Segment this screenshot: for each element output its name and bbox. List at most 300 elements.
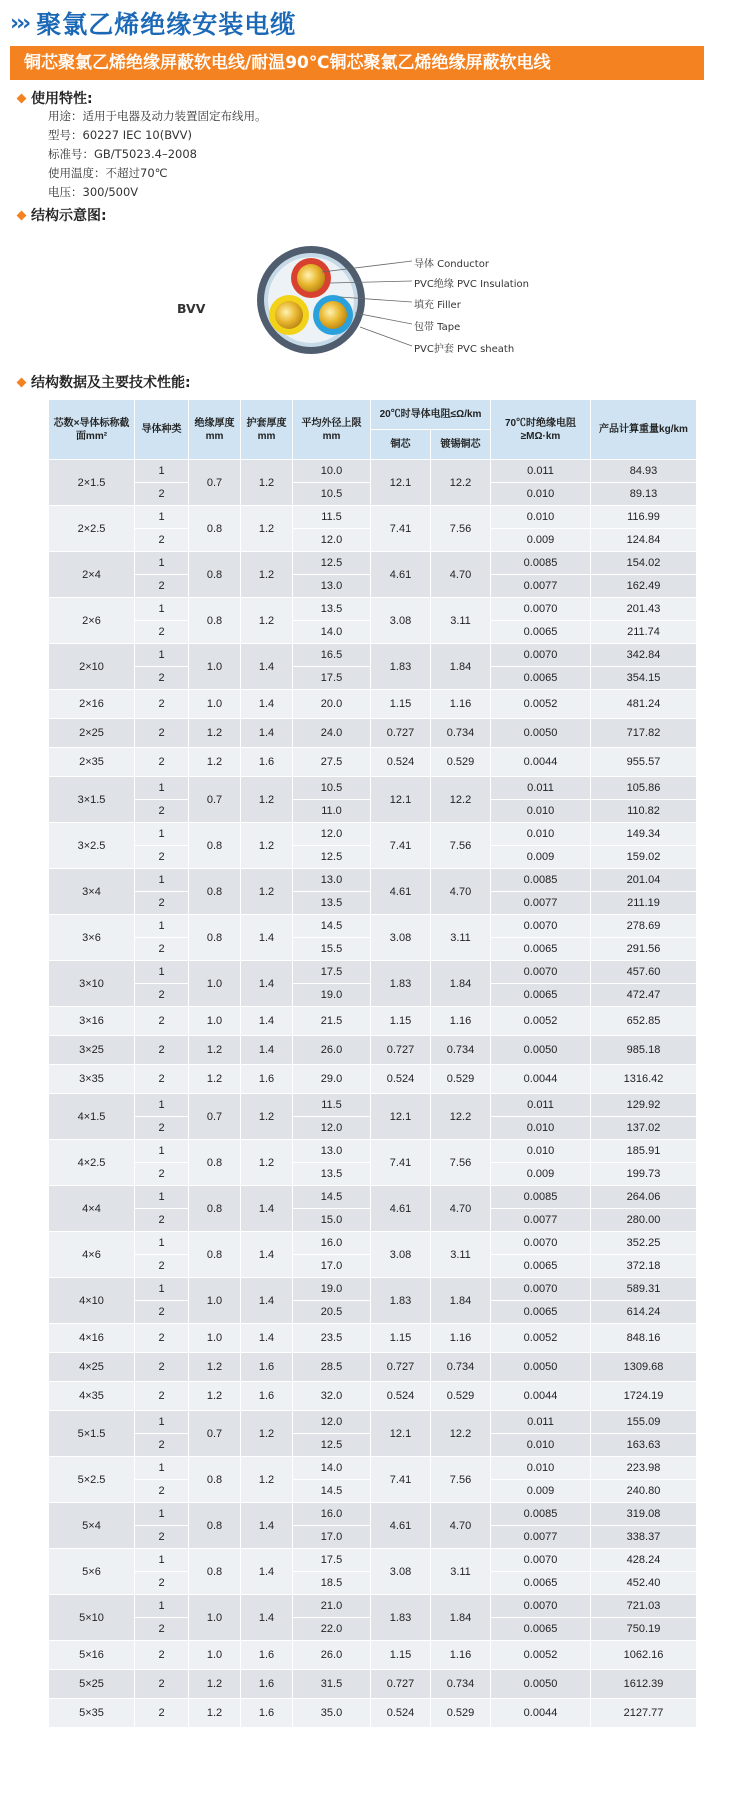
cell-weight: 985.18 — [591, 1036, 697, 1065]
cell-spec: 3×4 — [49, 869, 135, 915]
cell-tinned-resistance: 3.11 — [431, 1232, 491, 1278]
cell-sheath: 1.2 — [241, 1140, 293, 1186]
cell-weight: 354.15 — [591, 667, 697, 690]
cell-insulation-resistance: 0.0044 — [491, 1065, 591, 1094]
cell-copper-resistance: 4.61 — [371, 552, 431, 598]
cell-insulation: 0.8 — [189, 1549, 241, 1595]
cell-outer-diameter: 26.0 — [293, 1641, 371, 1670]
cell-insulation: 1.2 — [189, 1670, 241, 1699]
cell-weight: 1062.16 — [591, 1641, 697, 1670]
cell-conductor-type: 2 — [135, 1163, 189, 1186]
cell-sheath: 1.2 — [241, 777, 293, 823]
cell-weight: 116.99 — [591, 506, 697, 529]
table-row — [49, 1503, 697, 1526]
cell-tinned-resistance: 4.70 — [431, 869, 491, 915]
cell-insulation-resistance: 0.010 — [491, 1457, 591, 1480]
cell-sheath: 1.4 — [241, 1007, 293, 1036]
cell-spec: 5×1.5 — [49, 1411, 135, 1457]
header-copper: 铜芯 — [371, 430, 431, 460]
cell-insulation: 0.8 — [189, 1140, 241, 1186]
cable-spec-table — [48, 399, 697, 1728]
cell-copper-resistance: 0.524 — [371, 1699, 431, 1728]
cell-outer-diameter: 27.5 — [293, 748, 371, 777]
cell-copper-resistance: 4.61 — [371, 869, 431, 915]
cell-tinned-resistance: 0.529 — [431, 748, 491, 777]
cell-insulation-resistance: 0.0044 — [491, 1382, 591, 1411]
cell-conductor-type: 1 — [135, 915, 189, 938]
header-weight: 产品计算重量kg/km — [591, 400, 697, 460]
cell-outer-diameter: 24.0 — [293, 719, 371, 748]
table-row — [49, 777, 697, 800]
cell-conductor-type: 1 — [135, 1411, 189, 1434]
table-row — [49, 1549, 697, 1572]
structure-section-heading — [18, 205, 107, 225]
cell-insulation-resistance: 0.009 — [491, 846, 591, 869]
cell-weight: 264.06 — [591, 1186, 697, 1209]
cell-outer-diameter: 11.0 — [293, 800, 371, 823]
cell-conductor-type: 2 — [135, 719, 189, 748]
cell-insulation: 1.0 — [189, 644, 241, 690]
cell-weight: 291.56 — [591, 938, 697, 961]
table-row — [49, 961, 697, 984]
cell-conductor-type: 2 — [135, 621, 189, 644]
cell-outer-diameter: 10.5 — [293, 777, 371, 800]
table-row — [49, 644, 697, 667]
cell-outer-diameter: 15.0 — [293, 1209, 371, 1232]
diamond-bullet-icon — [17, 93, 27, 103]
cell-conductor-type: 2 — [135, 1526, 189, 1549]
cell-copper-resistance: 1.83 — [371, 1278, 431, 1324]
cell-insulation: 1.2 — [189, 719, 241, 748]
table-row — [49, 598, 697, 621]
table-row — [49, 460, 697, 483]
cell-insulation: 0.7 — [189, 1094, 241, 1140]
cell-insulation-resistance: 0.0085 — [491, 552, 591, 575]
table-row — [49, 1065, 697, 1094]
cell-insulation-resistance: 0.0070 — [491, 915, 591, 938]
header-insulation-resistance: 70℃时绝缘电阻≥MΩ·km — [491, 400, 591, 460]
cell-insulation-resistance: 0.0065 — [491, 984, 591, 1007]
header-insulation: 绝缘厚度mm — [189, 400, 241, 460]
cell-insulation-resistance: 0.0070 — [491, 961, 591, 984]
structure-section-title: 结构示意图: — [31, 208, 107, 224]
cell-sheath: 1.4 — [241, 1232, 293, 1278]
cell-outer-diameter: 28.5 — [293, 1353, 371, 1382]
cell-outer-diameter: 13.0 — [293, 575, 371, 598]
cell-weight: 372.18 — [591, 1255, 697, 1278]
table-row — [49, 1641, 697, 1670]
header-tinned-copper: 镀锡铜芯 — [431, 430, 491, 460]
cell-sheath: 1.6 — [241, 1699, 293, 1728]
cell-weight: 84.93 — [591, 460, 697, 483]
cell-outer-diameter: 12.5 — [293, 1434, 371, 1457]
cell-insulation: 0.8 — [189, 869, 241, 915]
cell-sheath: 1.4 — [241, 1549, 293, 1595]
cell-copper-resistance: 1.83 — [371, 644, 431, 690]
cell-outer-diameter: 22.0 — [293, 1618, 371, 1641]
cell-spec: 4×6 — [49, 1232, 135, 1278]
cell-conductor-type: 1 — [135, 598, 189, 621]
cell-copper-resistance: 3.08 — [371, 1232, 431, 1278]
cell-spec: 3×2.5 — [49, 823, 135, 869]
cell-tinned-resistance: 3.11 — [431, 915, 491, 961]
cell-sheath: 1.2 — [241, 552, 293, 598]
cell-conductor-type: 2 — [135, 1641, 189, 1670]
cell-sheath: 1.2 — [241, 598, 293, 644]
cell-tinned-resistance: 0.734 — [431, 1036, 491, 1065]
cell-weight: 154.02 — [591, 552, 697, 575]
cell-conductor-type: 2 — [135, 575, 189, 598]
cell-weight: 280.00 — [591, 1209, 697, 1232]
cell-spec: 5×25 — [49, 1670, 135, 1699]
cell-tinned-resistance: 7.56 — [431, 506, 491, 552]
cell-conductor-type: 2 — [135, 1036, 189, 1065]
cell-weight: 137.02 — [591, 1117, 697, 1140]
cell-insulation: 0.7 — [189, 1411, 241, 1457]
cell-weight: 472.47 — [591, 984, 697, 1007]
cell-copper-resistance: 0.727 — [371, 719, 431, 748]
cell-insulation: 1.2 — [189, 1353, 241, 1382]
cell-insulation-resistance: 0.0065 — [491, 621, 591, 644]
cell-insulation: 1.2 — [189, 1065, 241, 1094]
cell-outer-diameter: 13.5 — [293, 1163, 371, 1186]
cell-spec: 2×35 — [49, 748, 135, 777]
cell-insulation: 0.8 — [189, 1503, 241, 1549]
cell-spec: 2×1.5 — [49, 460, 135, 506]
cell-insulation-resistance: 0.0065 — [491, 1572, 591, 1595]
cell-spec: 4×10 — [49, 1278, 135, 1324]
cell-spec: 4×25 — [49, 1353, 135, 1382]
cell-outer-diameter: 11.5 — [293, 1094, 371, 1117]
cell-sheath: 1.4 — [241, 644, 293, 690]
cell-insulation-resistance: 0.009 — [491, 1480, 591, 1503]
cell-copper-resistance: 0.727 — [371, 1670, 431, 1699]
cell-tinned-resistance: 12.2 — [431, 1094, 491, 1140]
cell-conductor-type: 2 — [135, 1007, 189, 1036]
table-row — [49, 1036, 697, 1065]
diagram-label: 包带 Tape — [414, 322, 461, 333]
cell-insulation: 0.8 — [189, 1186, 241, 1232]
cell-tinned-resistance: 3.11 — [431, 1549, 491, 1595]
usage-line: 标准号：GB/T5023.4–2008 — [48, 147, 197, 161]
cell-outer-diameter: 12.5 — [293, 552, 371, 575]
cell-insulation-resistance: 0.009 — [491, 1163, 591, 1186]
cell-spec: 4×1.5 — [49, 1094, 135, 1140]
cell-conductor-type: 2 — [135, 483, 189, 506]
cell-insulation-resistance: 0.0070 — [491, 598, 591, 621]
cell-conductor-type: 2 — [135, 690, 189, 719]
cell-tinned-resistance: 0.734 — [431, 719, 491, 748]
cell-weight: 155.09 — [591, 1411, 697, 1434]
cell-insulation-resistance: 0.0070 — [491, 1278, 591, 1301]
cell-sheath: 1.6 — [241, 1670, 293, 1699]
cell-insulation-resistance: 0.010 — [491, 1140, 591, 1163]
table-row — [49, 1094, 697, 1117]
cell-tinned-resistance: 12.2 — [431, 1411, 491, 1457]
cell-copper-resistance: 7.41 — [371, 1457, 431, 1503]
cell-copper-resistance: 12.1 — [371, 1411, 431, 1457]
cell-insulation: 1.0 — [189, 1324, 241, 1353]
cell-conductor-type: 1 — [135, 1140, 189, 1163]
cell-outer-diameter: 13.0 — [293, 1140, 371, 1163]
cell-outer-diameter: 18.5 — [293, 1572, 371, 1595]
cell-conductor-type: 1 — [135, 1186, 189, 1209]
cell-weight: 159.02 — [591, 846, 697, 869]
cell-outer-diameter: 13.5 — [293, 892, 371, 915]
usage-line: 使用温度：不超过70℃ — [48, 166, 168, 180]
cell-weight: 352.25 — [591, 1232, 697, 1255]
cell-insulation-resistance: 0.0085 — [491, 869, 591, 892]
usage-line: 电压：300/500V — [48, 185, 139, 199]
cell-spec: 2×25 — [49, 719, 135, 748]
cell-outer-diameter: 14.5 — [293, 915, 371, 938]
usage-section-title: 使用特性: — [31, 91, 93, 107]
cell-insulation-resistance: 0.0065 — [491, 1301, 591, 1324]
cell-weight: 278.69 — [591, 915, 697, 938]
cell-outer-diameter: 17.5 — [293, 961, 371, 984]
cell-insulation-resistance: 0.0050 — [491, 1036, 591, 1065]
cell-sheath: 1.4 — [241, 1278, 293, 1324]
cell-weight: 1724.19 — [591, 1382, 697, 1411]
cable-cross-section-diagram — [0, 245, 734, 365]
cell-outer-diameter: 12.0 — [293, 1411, 371, 1434]
cell-tinned-resistance: 0.529 — [431, 1065, 491, 1094]
cell-weight: 457.60 — [591, 961, 697, 984]
cell-weight: 149.34 — [591, 823, 697, 846]
cell-insulation-resistance: 0.0052 — [491, 1007, 591, 1036]
table-row — [49, 1007, 697, 1036]
cell-outer-diameter: 15.5 — [293, 938, 371, 961]
cell-tinned-resistance: 1.84 — [431, 1278, 491, 1324]
cell-insulation: 0.7 — [189, 777, 241, 823]
cell-copper-resistance: 12.1 — [371, 460, 431, 506]
cell-conductor-type: 2 — [135, 1699, 189, 1728]
cell-tinned-resistance: 7.56 — [431, 1457, 491, 1503]
cell-insulation-resistance: 0.009 — [491, 529, 591, 552]
cell-conductor-type: 1 — [135, 1549, 189, 1572]
cell-conductor-type: 2 — [135, 800, 189, 823]
cell-conductor-type: 1 — [135, 961, 189, 984]
cell-spec: 3×10 — [49, 961, 135, 1007]
cell-conductor-type: 1 — [135, 823, 189, 846]
cell-copper-resistance: 4.61 — [371, 1503, 431, 1549]
cell-tinned-resistance: 1.84 — [431, 961, 491, 1007]
cell-tinned-resistance: 0.529 — [431, 1382, 491, 1411]
cell-weight: 223.98 — [591, 1457, 697, 1480]
cell-weight: 2127.77 — [591, 1699, 697, 1728]
cell-tinned-resistance: 0.734 — [431, 1670, 491, 1699]
page-header — [10, 4, 296, 42]
cell-sheath: 1.6 — [241, 1641, 293, 1670]
cell-copper-resistance: 0.524 — [371, 1382, 431, 1411]
cell-weight: 89.13 — [591, 483, 697, 506]
cell-conductor-type: 2 — [135, 1480, 189, 1503]
table-row — [49, 1353, 697, 1382]
cell-weight: 342.84 — [591, 644, 697, 667]
cell-outer-diameter: 11.5 — [293, 506, 371, 529]
cell-outer-diameter: 17.0 — [293, 1526, 371, 1549]
cell-conductor-type: 1 — [135, 1094, 189, 1117]
cell-insulation-resistance: 0.0065 — [491, 667, 591, 690]
cell-insulation-resistance: 0.011 — [491, 1411, 591, 1434]
diagram-label: PVC绝缘 PVC Insulation — [414, 279, 529, 290]
cell-conductor-type: 2 — [135, 1117, 189, 1140]
table-section-heading — [18, 372, 191, 392]
cell-copper-resistance: 3.08 — [371, 598, 431, 644]
cell-weight: 124.84 — [591, 529, 697, 552]
cell-sheath: 1.6 — [241, 1353, 293, 1382]
cell-tinned-resistance: 1.84 — [431, 644, 491, 690]
cell-insulation-resistance: 0.0077 — [491, 1209, 591, 1232]
cell-sheath: 1.4 — [241, 961, 293, 1007]
model-label: BVV — [177, 301, 206, 316]
cell-conductor-type: 1 — [135, 777, 189, 800]
cell-copper-resistance: 3.08 — [371, 915, 431, 961]
table-row — [49, 1140, 697, 1163]
cell-conductor-type: 2 — [135, 1301, 189, 1324]
table-row — [49, 1382, 697, 1411]
cell-conductor-type: 2 — [135, 846, 189, 869]
cell-conductor-type: 1 — [135, 1457, 189, 1480]
cell-conductor-type: 1 — [135, 869, 189, 892]
cell-conductor-type: 2 — [135, 1209, 189, 1232]
diamond-bullet-icon — [17, 210, 27, 220]
cell-weight: 955.57 — [591, 748, 697, 777]
cell-tinned-resistance: 1.16 — [431, 690, 491, 719]
cell-copper-resistance: 12.1 — [371, 777, 431, 823]
cell-copper-resistance: 0.727 — [371, 1036, 431, 1065]
cell-outer-diameter: 16.0 — [293, 1232, 371, 1255]
cell-outer-diameter: 35.0 — [293, 1699, 371, 1728]
cell-sheath: 1.6 — [241, 1382, 293, 1411]
cell-weight: 319.08 — [591, 1503, 697, 1526]
cell-outer-diameter: 29.0 — [293, 1065, 371, 1094]
usage-line: 型号：60227 IEC 10(BVV) — [48, 128, 192, 142]
cell-insulation-resistance: 0.0065 — [491, 938, 591, 961]
cell-insulation: 0.8 — [189, 598, 241, 644]
cell-outer-diameter: 26.0 — [293, 1036, 371, 1065]
cell-weight: 614.24 — [591, 1301, 697, 1324]
cable-icon — [257, 246, 365, 354]
cell-outer-diameter: 19.0 — [293, 984, 371, 1007]
table-row — [49, 690, 697, 719]
cell-conductor-type: 2 — [135, 1670, 189, 1699]
cell-insulation: 1.2 — [189, 1382, 241, 1411]
cell-insulation-resistance: 0.0065 — [491, 1255, 591, 1278]
cell-insulation: 1.0 — [189, 1641, 241, 1670]
cell-copper-resistance: 0.524 — [371, 1065, 431, 1094]
table-row — [49, 506, 697, 529]
header-conductor-type: 导体种类 — [135, 400, 189, 460]
cell-conductor-type: 2 — [135, 1324, 189, 1353]
cell-insulation-resistance: 0.0077 — [491, 1526, 591, 1549]
cell-weight: 338.37 — [591, 1526, 697, 1549]
cell-insulation-resistance: 0.0052 — [491, 690, 591, 719]
cell-conductor-type: 1 — [135, 552, 189, 575]
table-row — [49, 748, 697, 777]
cell-conductor-type: 1 — [135, 1595, 189, 1618]
diamond-bullet-icon — [17, 377, 27, 387]
cell-copper-resistance: 4.61 — [371, 1186, 431, 1232]
cell-copper-resistance: 1.15 — [371, 690, 431, 719]
cell-conductor-type: 1 — [135, 1232, 189, 1255]
cell-spec: 5×4 — [49, 1503, 135, 1549]
cell-insulation: 1.2 — [189, 748, 241, 777]
table-row — [49, 1278, 697, 1301]
cell-insulation: 0.8 — [189, 823, 241, 869]
cell-sheath: 1.2 — [241, 1411, 293, 1457]
cell-insulation-resistance: 0.0052 — [491, 1324, 591, 1353]
cell-tinned-resistance: 0.734 — [431, 1353, 491, 1382]
cell-weight: 129.92 — [591, 1094, 697, 1117]
cell-tinned-resistance: 1.16 — [431, 1007, 491, 1036]
usage-section-heading — [18, 88, 93, 108]
cell-insulation-resistance: 0.0070 — [491, 1232, 591, 1255]
cell-copper-resistance: 0.524 — [371, 748, 431, 777]
cell-tinned-resistance: 1.16 — [431, 1641, 491, 1670]
cell-weight: 652.85 — [591, 1007, 697, 1036]
cell-copper-resistance: 7.41 — [371, 506, 431, 552]
header-outer-diameter: 平均外径上限mm — [293, 400, 371, 460]
cell-insulation: 0.8 — [189, 1232, 241, 1278]
cell-sheath: 1.2 — [241, 823, 293, 869]
cell-outer-diameter: 14.0 — [293, 621, 371, 644]
product-banner: 铜芯聚氯乙烯绝缘屏蔽软电线/耐温90℃铜芯聚氯乙烯绝缘屏蔽软电线 — [10, 46, 704, 80]
cell-weight: 717.82 — [591, 719, 697, 748]
diagram-label: 填充 Filler — [414, 300, 461, 311]
cell-outer-diameter: 20.0 — [293, 690, 371, 719]
cell-sheath: 1.4 — [241, 915, 293, 961]
cell-sheath: 1.2 — [241, 506, 293, 552]
cell-insulation: 1.0 — [189, 1278, 241, 1324]
cell-spec: 4×4 — [49, 1186, 135, 1232]
cell-insulation-resistance: 0.010 — [491, 1117, 591, 1140]
cell-outer-diameter: 10.0 — [293, 460, 371, 483]
cell-conductor-type: 1 — [135, 1503, 189, 1526]
table-row — [49, 1670, 697, 1699]
cell-outer-diameter: 32.0 — [293, 1382, 371, 1411]
cell-weight: 481.24 — [591, 690, 697, 719]
cell-insulation-resistance: 0.0077 — [491, 575, 591, 598]
cell-sheath: 1.2 — [241, 869, 293, 915]
cell-outer-diameter: 21.5 — [293, 1007, 371, 1036]
cell-weight: 428.24 — [591, 1549, 697, 1572]
cell-conductor-type: 2 — [135, 1572, 189, 1595]
cell-spec: 3×6 — [49, 915, 135, 961]
cell-insulation: 0.8 — [189, 915, 241, 961]
cell-tinned-resistance: 12.2 — [431, 777, 491, 823]
cell-sheath: 1.4 — [241, 1503, 293, 1549]
cell-weight: 240.80 — [591, 1480, 697, 1503]
cell-spec: 2×6 — [49, 598, 135, 644]
cell-weight: 201.43 — [591, 598, 697, 621]
cell-outer-diameter: 17.5 — [293, 667, 371, 690]
cell-insulation: 1.0 — [189, 690, 241, 719]
cell-tinned-resistance: 12.2 — [431, 460, 491, 506]
cell-sheath: 1.4 — [241, 1595, 293, 1641]
cell-weight: 452.40 — [591, 1572, 697, 1595]
cell-outer-diameter: 14.5 — [293, 1480, 371, 1503]
cell-conductor-type: 2 — [135, 1382, 189, 1411]
cell-copper-resistance: 0.727 — [371, 1353, 431, 1382]
cell-spec: 3×1.5 — [49, 777, 135, 823]
cell-insulation-resistance: 0.011 — [491, 460, 591, 483]
cell-spec: 5×16 — [49, 1641, 135, 1670]
cell-outer-diameter: 12.0 — [293, 1117, 371, 1140]
cell-weight: 201.04 — [591, 869, 697, 892]
chevrons-icon: ››› — [10, 10, 29, 36]
cell-conductor-type: 2 — [135, 667, 189, 690]
